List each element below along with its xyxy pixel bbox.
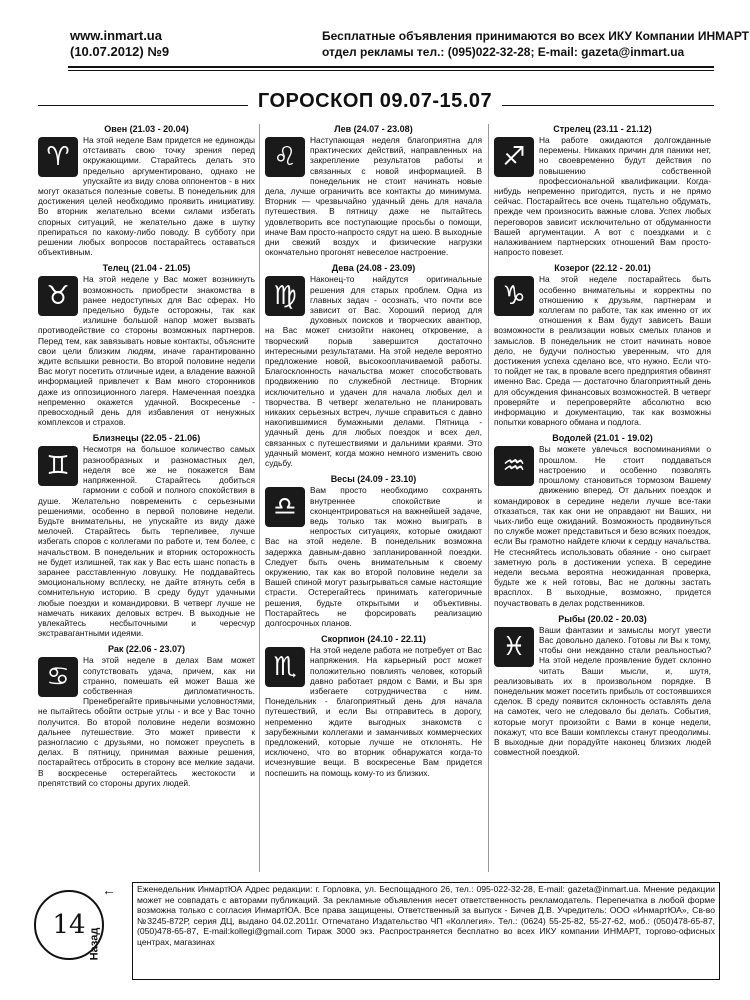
sign-title: Стрелец (23.11 - 21.12) (553, 124, 652, 134)
header-line-2: отдел рекламы тел.: (095)022-32-28; E-mail: gazeta@inmart.ua (322, 45, 685, 59)
cancer-icon: ♋ (38, 657, 78, 697)
sign-title: Весы (24.09 - 23.10) (330, 474, 417, 485)
pisces-icon: ♓ (494, 627, 534, 667)
sign-text: Вам просто необходимо сохранять внутреннее спокойствие и сконцентрироваться на важнейшей задаче, ведь только так можно выиграть в непростых ситуациях, которые ожидают Вас на этой неделе. В понедельник возможна задержка давным-давно запланированной поездки. Следует быть очень внимательным к своему окружению, так как во второй половине недели за Вашей спиной могут разыгрываться самые настоящие страсти. Остерегайтесь принимать категоричные решения, будьте открытыми и объективны. Постарайтесь не форсировать реализацию долгосрочных планов. (265, 485, 482, 628)
header-divider-thin (68, 70, 714, 71)
sign-text: На этой неделе в делах Вам может сопутствовать удача, причем, как ни странно, помешать ей может Ваша же собственная дипломатичность. Пренебрегайте привычными условностями, не пытайтесь обойти острые углы - и все у Вас точно получится. Во второй половине недели возможно дальнее путешествие. Это может привести к разногласию с друзьями, но поможет преуспеть в делах. В пятницу, принимая важные решения, постарайтесь отбросить в сторону все мелкие задачи. В воскресенье остерегайтесь жестокости и препятствий со стороны других людей. (38, 655, 255, 788)
header-line-1: Бесплатные объявления принимаются во всех ИКУ Компании ИНМАРТ (322, 29, 750, 43)
column-3 (494, 124, 711, 763)
capricorn-icon: ♑ (494, 276, 534, 316)
sign-text: На этой неделе постарайтесь быть особенно внимательны и корректны по отношению к друзьям, партнерам и коллегам по работе, так как именно от их отношения к Вам будут зависеть Ваши возможности в реализации новых смелых планов и замыслов. В понедельник не стоит начинать новое дело, не будучи полностью уверенным, что для достижения успеха сделано все, что нужно. Если что-то пойдет не так, в провале всего предприятия обвинят именно Вас. Среда — достаточно благоприятный день для обсуждения финансовых возможностей. В четверг проверяйте и перепроверяйте абсолютно всю информацию и документацию, так как возможны попытки коварного обмана и подлога. (494, 274, 711, 428)
header-site[interactable] (70, 28, 169, 60)
aries-icon: ♈ (38, 137, 78, 177)
virgo-icon: ♍ (265, 276, 305, 316)
sign-text: На этой неделе Вам придется не единожды отстаивать свою точку зрения перед окружающими. Старайтесь делать это предельно аргументировано, однако не упускайте из виду слова оппонентов - в них могут оказаться полезные советы. В понедельник для достижения целей необходимо проявить инициативу. Во вторник желательно всеми силами избегать спорных ситуаций, не желательно даже в шутку препираться по какому-либо поводу. В субботу при решении любых вопросов постарайтесь оставаться объективным. (38, 135, 255, 258)
title-rule-right (502, 105, 714, 106)
sign-text: Наступающая неделя благоприятна для практических действий, направленных на закрепление результатов работы и связанных с новой информацией. В понедельник не стоит начинать новые дела, лучше ограничить все контакты до минимума. Вторник — чрезвычайно удачный день для начала путешествия. В пятницу даже не пытайтесь удовлетворить все поступающие просьбы о помощи, иначе Вам просто-напросто сядут на шею. В выходные дни свежий воздух и физические нагрузки окончательно прогонят невеселое настроение. (265, 135, 482, 258)
sign-title: Дева (24.08 - 23.09) (331, 263, 416, 274)
issue-date: (10.07.2012) №9 (70, 44, 170, 59)
sign-strelec (494, 124, 711, 257)
column-1 (38, 124, 255, 794)
sign-skorpion (265, 634, 482, 778)
sign-text: На этой неделе у Вас может возникнуть возможность приобрести знакомства в ранее недоступных для Вас сферах. Но предельно будьте осторожны, так как излишне большой напор может вызвать противодействие со стороны возможных партнеров. Перед тем, как завязывать новые контакты, объясните свои цели близким людям, иначе гарантированно ждите вспышки ревности. Во второй половине недели Вас могут посетить отличные идеи, а владение важной информацией привлечет к Вам много сторонников даже из оппозиционного лагеря. Намеченная поездка непременно окажется удачной. Воскресенье - превосходный день для избавления от ненужных комплексов и страхов. (38, 274, 255, 428)
sign-rak (38, 644, 255, 788)
sign-title: Водолей (21.01 - 19.02) (552, 433, 653, 444)
sign-bliznecy (38, 433, 255, 638)
sign-title: Козерог (22.12 - 20.01) (554, 263, 651, 274)
sign-text: Ваши фантазии и замыслы могут увести Вас довольно далеко. Готовы ли Вы к тому, чтобы они нежданно стали реальностью? На этой неделе проявление будет склонно читать Ваши мысли, и, шутя, реализовывать их в произвольном порядке. В понедельник может посетить прибыль от состоявшихся сделок. В среду появится склонность оставлять дела на самотек, чего не следовало бы делать. События, которые могут произойти с Вами в конце недели, покажут, что все Ваши комплексы станут преодолимы. В выходные дни порадуйте наконец близких людей совместной поездкой. (494, 624, 711, 758)
taurus-icon: ♉ (38, 276, 78, 316)
libra-icon: ♎ (265, 487, 305, 527)
aquarius-icon: ♒ (494, 446, 534, 486)
header-divider (68, 66, 714, 68)
sign-text: На этой неделе работа не потребует от Вас напряжения. На карьерный рост может положительно повлиять человек, который давно работает рядом с Вами, и Вы зря избегаете сотрудничества с ним. Понедельник - благоприятный день для начала путешествий, и если Вы отправитесь в дорогу, непременно ждите выгодных знакомств с зарубежными коллегами и заманчивых коммерческих предложений, которые лучше не отклонять. Не исключено, что во вторник обнаружатся когда-то исчезнувшие вещи. В воскресенье Вам придется поспешить на помощь кому-то из близких. (265, 645, 482, 778)
page-number: 14 (34, 890, 104, 960)
sign-vodoley (494, 433, 711, 607)
sign-lev (265, 124, 482, 257)
sign-title: Рыбы (20.02 - 20.03) (558, 613, 647, 624)
leo-icon: ♌ (265, 137, 305, 177)
column-divider-1 (259, 124, 260, 872)
sign-title: Скорпион (24.10 - 22.11) (321, 634, 426, 645)
sign-text: Наконец-то найдутся оригинальные решения для старых проблем. Одна из главных задач - осознать, что почти все зависит от Вас. Хороший период для духовных поисков и творческих авантюр, на Вас может снизойти наконец откровение, а творческий порыв завершится достаточно интересными результатами. На этой неделе вероятно предложение новой, высокооплачиваемой работы. Благосклонность начальства может способствовать продвижению по служебной лестнице. Вторник исключительно и удачен для начала любых дел и творчества. В четверг желательно не планировать никаких серьезных встреч, лучше справиться с давно накопившимися бумажными делами. Пятница - удачный день для любых поездок и всех дел, связанных с путешествиями и дальними краями. Это удачный момент, когда можно немного изменить свою судьбу. (265, 274, 482, 469)
sign-title: Лев (24.07 - 23.08) (334, 124, 413, 134)
sign-text: Несмотря на большое количество самых разнообразных и разномастных дел, неделя все же не покажется Вам напряженной. Старайтесь добиться гармонии с собой и полного спокойствия в душе. Желательно повременить с серьезными решениями, особенно в первой половине недели. Будьте внимательны, не упускайте из виду даже мелочей. Старайтесь быть терпеливее, лучше избегать споров с коллегами по работе и, тем более, с начальством. В понедельник и вторник осторожность не будет излишней, так как у Вас есть шанс попасть в заранее расставленную ловушку. Не поддавайтесь эмоциональному всплеску, не дайте втянуть себя в сомнительную историю. В среду будут удачными любые поездки и командировки. В четверг лучше не намечать никаких деловых встреч. В выходные не увлекайтесь несбыточными и чересчур экстравагантными идеями. (38, 444, 255, 639)
sign-deva (265, 263, 482, 468)
site-url[interactable]: www.inmart.ua (70, 28, 162, 43)
back-arrow-icon[interactable]: ← (102, 882, 116, 898)
gemini-icon: ♊ (38, 446, 78, 486)
sign-title: Рак (22.06 - 23.07) (108, 644, 185, 655)
sign-text: Вы можете увлечься воспоминаниями о прошлом. Не стоит поддаваться настроению и особенно позволять прошлому становиться тормозом Вашему движению вперед. От дальних поездок и командировок в середине недели лучше все-таки отказаться, так как они не оправдают ни Ваших, ни чьих-либо еще ожиданий. Возможность продвинуться по службе может представиться и безо всяких поездок, если Вы грамотно найдете ключи к сердцу начальства. Не стесняйтесь использовать обаяние - оно сыграет заметную роль в достижении успеха. В середине недели весьма вероятна неожиданная проверка, будьте же к ней готовы, Вас не должны застать врасплох. В выходные, возможно, придется поучаствовать в делах родственников. (494, 444, 711, 608)
column-divider-2 (488, 124, 489, 872)
sign-oven (38, 124, 255, 257)
sign-telec (38, 263, 255, 427)
sign-kozerog (494, 263, 711, 427)
scorpio-icon: ♏ (265, 647, 305, 687)
sign-ryby (494, 614, 711, 758)
page-title: ГОРОСКОП 09.07-15.07 (257, 90, 493, 112)
header-info (322, 28, 749, 60)
footer-imprint: Еженедельник ИнмартЮА Адрес редакции: г. Горловка, ул. Беспощадного 26, тел.: 095-022-32-28, E-mail: gazeta@inmart.ua. Мнение редакции может не совпадать с авторами публикаций. За рекламные объявления несет ответственность рекламодатель. Перепечатка в любой форме возможна только с согласия ИнмартЮА. Все права защищены. Ответственный за выпуск - Бичев Д.В. Учредитель: ООО «ИнмартЮА», Св-во №3245-872Р, серия ДЦ, выдано 04.02.2011г. Отпечатано Издательство ЧП «Коллегия». Тел.: (0624) 55-25-82, 55-27-62, моб.: (050)478-65-87, (050)478-65-87, E-mail:kollegi@gmail.com Тираж 3000 экз. Распространяется бесплатно во всех ИКУ компании ИНМАРТ, торгово-офисных центрах, магазинах (137, 884, 715, 947)
column-2 (265, 124, 482, 784)
sign-title: Овен (21.03 - 20.04) (104, 124, 189, 134)
sign-title: Телец (21.04 - 21.05) (102, 263, 191, 274)
back-button[interactable] (88, 900, 118, 980)
sign-vesy (265, 474, 482, 628)
sign-text: На работе ожидаются долгожданные перемены. Никаких причин для паники нет, но своевременно будут действия по повышению собственной профессиональной квалификации. Когда-нибудь непременно пригодится, пусть и не прямо сейчас. Постарайтесь все очень тщательно обдумать, прежде чем произносить важные слова. Успех любых переговоров зависит исключительно от обдуманности Вашей аргументации. А вот с поездками и с налаживанием партнерских отношений Вам просто-напросто повезет. (494, 135, 711, 258)
sagittarius-icon: ♐ (494, 137, 534, 177)
back-label[interactable]: Назад (88, 927, 101, 961)
sign-title: Близнецы (22.05 - 21.06) (92, 433, 201, 444)
